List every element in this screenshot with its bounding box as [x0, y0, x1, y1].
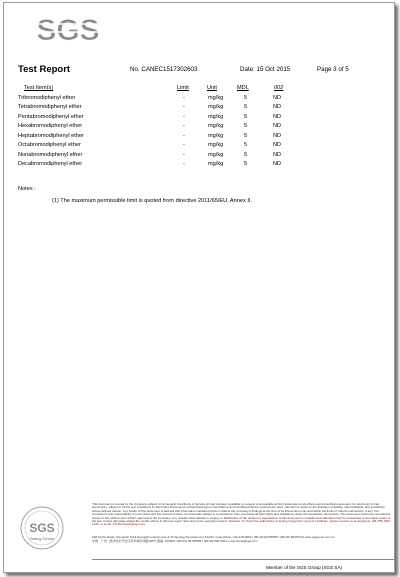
test-item-name: Decabromodiphenyl ether: [18, 161, 83, 167]
test-item-name: Octabromodiphenyl ether: [18, 142, 81, 148]
sample-result: ND: [273, 151, 282, 158]
sample-result: ND: [273, 142, 282, 148]
test-item-name: Tetrabromodiphenyl ether: [18, 104, 82, 110]
mdl-value: 5: [244, 151, 248, 158]
limit-value: -: [183, 104, 185, 110]
footer-divider: [92, 559, 394, 560]
sample-result: ND: [273, 161, 282, 167]
table-row: [18, 142, 348, 152]
sgs-group-membership: Member of the SGS Group (SGS SA): [266, 565, 343, 570]
table-row: [18, 161, 348, 171]
column-header-sample: 002: [274, 85, 284, 91]
limit-value: -: [183, 94, 185, 101]
results-table: [18, 85, 348, 171]
document-page: [3, 2, 395, 573]
report-number: No. CANEC1517302603: [130, 66, 198, 73]
column-header-mdl: MDL: [237, 85, 249, 91]
test-item-name: Nonabromodiphenyl ether: [18, 151, 83, 158]
address-english: 198 Kezhu Road, Scientech Park Guangzhou Economic & Technology Development District, Guangzhou, China 510663 t (86-20) 82155555 f (86-20) 82075113 www.sgsgroup.com.cn: [92, 535, 335, 539]
address-chinese: 中国 · 广州 · 经济技术开发区科学城科珠路198号 邮编: 510663 t (86-20) 82155555 f (86-20) 82075113 e sgs.china@sgs.com: [92, 538, 258, 543]
sample-result: ND: [273, 113, 282, 120]
limit-value: -: [183, 113, 185, 120]
notes-heading: Notes :: [18, 186, 36, 192]
test-item-name: Pentabromodiphenyl ether: [18, 113, 84, 120]
table-row: [18, 95, 348, 105]
column-header-test-item: Test Item(s): [24, 85, 54, 91]
unit-value: mg/kg: [208, 161, 224, 167]
sgs-logo: [34, 13, 102, 47]
table-row: [18, 152, 348, 162]
mdl-value: 5: [244, 94, 248, 101]
note-item: (1) The maximum permissible limit is quoted from directive 2011/65/EU, Annex II.: [52, 198, 253, 204]
column-header-unit: Unit: [207, 85, 217, 91]
sample-result: ND: [273, 104, 282, 110]
unit-value: mg/kg: [208, 104, 224, 110]
limit-value: -: [183, 161, 185, 167]
mdl-value: 5: [244, 142, 248, 148]
report-date: Date: 15 Oct 2015: [240, 66, 291, 73]
unit-value: mg/kg: [208, 132, 224, 139]
table-header-row: [18, 85, 348, 95]
mdl-value: 5: [244, 113, 248, 120]
sgs-testing-service-seal: [12, 505, 84, 563]
disclaimer-text: This document is issued by the Company subject to its General Conditions of Service printed overleaf, available on request or accessible at http://www.sgs.com/en/Terms-and-Conditions.aspx and, for electronic format documents, subject to Terms and Conditions for Electronic Documents at http://www.sgs.com/en/Terms-and-Conditions/Terms-e-Document.aspx. Attention is drawn to the limitation of liability, indemnification and jurisdiction issues defined therein. Any holder of this document is advised that information contained hereon reflects the Company's findings at the time of its intervention only and within the limits of Client's instructions, if any. The Company's sole responsibility is to its Client and this document does not exonerate parties to a transaction from exercising all their rights and obligations under the transaction documents. This document cannot be reproduced except in full, without prior written approval of the Company. Any unauthorized alteration, forgery or falsification of the content or appearance of this document is unlawful and offenders may be prosecuted to the fullest extent of the law. Unless otherwise stated the results shown in this test report refer only to the sample(s) tested.: [92, 503, 391, 524]
report-title: Test Report: [18, 64, 71, 75]
sample-result: ND: [273, 123, 282, 129]
mdl-value: 5: [244, 123, 248, 129]
limit-value: -: [183, 151, 185, 158]
logo-text: SGS: [36, 14, 100, 47]
mdl-value: 5: [244, 161, 248, 167]
limit-value: -: [183, 132, 185, 139]
table-row: [18, 123, 348, 133]
test-item-name: Hexabromodiphenyl ether: [18, 123, 83, 129]
limit-value: -: [183, 142, 185, 148]
legal-disclaimer: [92, 503, 394, 529]
table-body: [18, 95, 348, 171]
unit-value: mg/kg: [208, 94, 224, 101]
unit-value: mg/kg: [208, 142, 224, 148]
seal-subtitle: Testing Service: [29, 537, 55, 541]
mdl-value: 5: [244, 132, 248, 139]
unit-value: mg/kg: [208, 113, 224, 120]
page-indicator: Page 3 of 5: [317, 66, 349, 73]
column-header-limit: Limit: [177, 85, 189, 91]
table-row: [18, 104, 348, 114]
limit-value: -: [183, 123, 185, 129]
table-row: [18, 114, 348, 124]
test-item-name: Heptabromodiphenyl ether: [18, 132, 84, 139]
authenticity-attention: Attention: To check the authenticity of testing /inspection report & certificate, please contact us at telephone: (86-755) 8307 1443, or email: CN.Doccheck@sgs.com: [92, 519, 391, 527]
report-header: [18, 64, 380, 78]
sample-result: ND: [273, 132, 282, 139]
unit-value: mg/kg: [208, 151, 224, 158]
seal-logo-text: SGS: [29, 521, 55, 535]
unit-value: mg/kg: [208, 123, 224, 129]
mdl-value: 5: [244, 104, 248, 110]
company-address: [92, 536, 394, 543]
sample-result: ND: [273, 94, 282, 101]
table-row: [18, 133, 348, 143]
test-item-name: Tribromodiphenyl ether: [18, 94, 76, 101]
